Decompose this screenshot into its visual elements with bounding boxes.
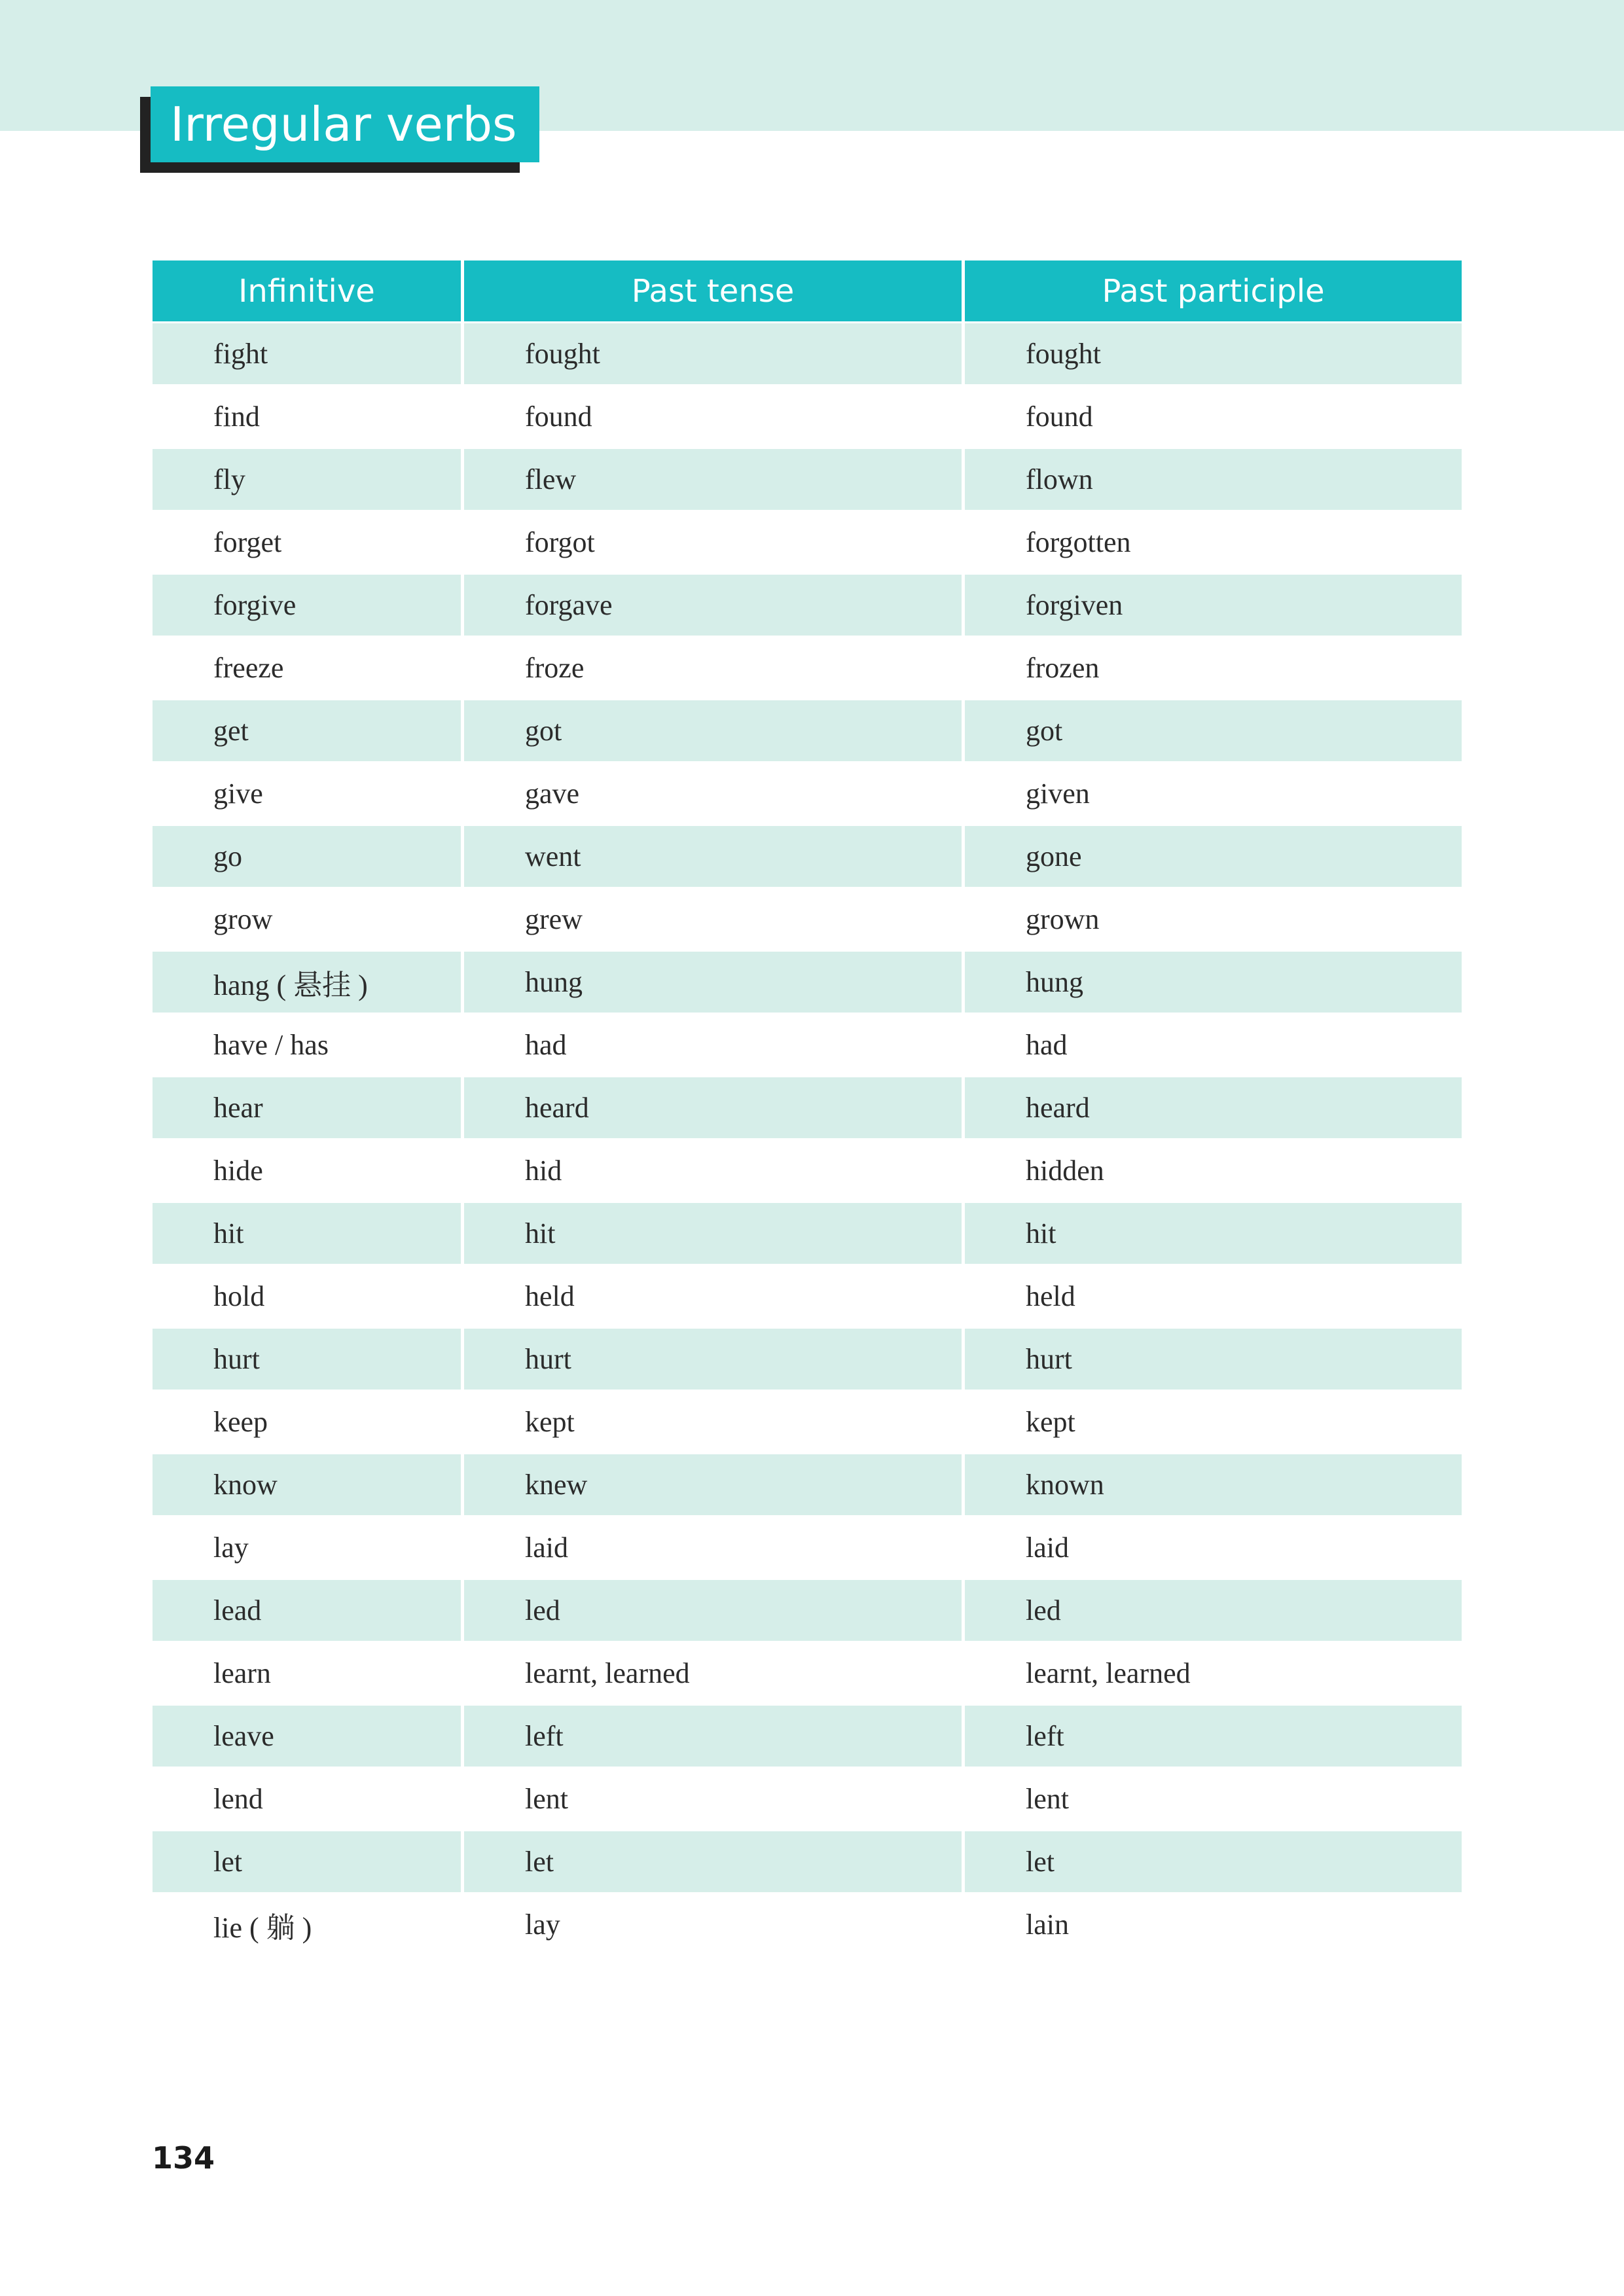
cell-infinitive: hold	[153, 1266, 461, 1329]
cell-infinitive: hear	[153, 1077, 461, 1140]
cell-infinitive: fight	[153, 323, 461, 386]
cell-past-participle: lain	[962, 1894, 1462, 1957]
cell-infinitive: have / has	[153, 1014, 461, 1077]
cell-infinitive: forget	[153, 512, 461, 575]
cell-infinitive: leave	[153, 1706, 461, 1768]
table-row	[153, 1454, 1462, 1517]
cell-infinitive: hurt	[153, 1329, 461, 1391]
table-row	[153, 449, 1462, 512]
header-past-tense: Past tense	[461, 260, 962, 323]
cell-past-participle: hidden	[962, 1140, 1462, 1203]
page-number: 134	[152, 2140, 215, 2176]
cell-infinitive: hang ( 悬挂 )	[153, 952, 461, 1014]
table-row	[153, 323, 1462, 386]
table-row	[153, 1894, 1462, 1957]
cell-infinitive: grow	[153, 889, 461, 952]
cell-past-participle: given	[962, 763, 1462, 826]
cell-past-tense: heard	[461, 1077, 962, 1140]
cell-past-tense: hit	[461, 1203, 962, 1266]
cell-past-tense: hid	[461, 1140, 962, 1203]
table-row	[153, 386, 1462, 449]
cell-past-participle: heard	[962, 1077, 1462, 1140]
table-row	[153, 1391, 1462, 1454]
cell-past-tense: got	[461, 700, 962, 763]
cell-past-tense: went	[461, 826, 962, 889]
table-row	[153, 1140, 1462, 1203]
table-row	[153, 889, 1462, 952]
cell-past-tense: kept	[461, 1391, 962, 1454]
cell-past-participle: grown	[962, 889, 1462, 952]
cell-infinitive: lie ( 躺 )	[153, 1894, 461, 1957]
cell-infinitive: keep	[153, 1391, 461, 1454]
cell-past-tense: forgave	[461, 575, 962, 637]
cell-past-tense: hung	[461, 952, 962, 1014]
cell-infinitive: hit	[153, 1203, 461, 1266]
cell-past-participle: fought	[962, 323, 1462, 386]
cell-infinitive: get	[153, 700, 461, 763]
cell-infinitive: fly	[153, 449, 461, 512]
cell-past-participle: lent	[962, 1768, 1462, 1831]
cell-past-tense: fought	[461, 323, 962, 386]
cell-past-participle: kept	[962, 1391, 1462, 1454]
cell-past-participle: hung	[962, 952, 1462, 1014]
table-row	[153, 700, 1462, 763]
cell-past-tense: lent	[461, 1768, 962, 1831]
cell-past-participle: known	[962, 1454, 1462, 1517]
table-row	[153, 637, 1462, 700]
cell-past-tense: grew	[461, 889, 962, 952]
cell-past-tense: left	[461, 1706, 962, 1768]
table-row	[153, 1077, 1462, 1140]
table-row	[153, 1580, 1462, 1643]
cell-past-tense: learnt, learned	[461, 1643, 962, 1706]
cell-past-tense: found	[461, 386, 962, 449]
table-row	[153, 1517, 1462, 1580]
cell-past-participle: hit	[962, 1203, 1462, 1266]
cell-past-participle: left	[962, 1706, 1462, 1768]
cell-past-participle: got	[962, 700, 1462, 763]
cell-past-tense: laid	[461, 1517, 962, 1580]
cell-past-participle: laid	[962, 1517, 1462, 1580]
table-row	[153, 1831, 1462, 1894]
cell-past-tense: led	[461, 1580, 962, 1643]
cell-past-tense: held	[461, 1266, 962, 1329]
table-header-row	[153, 260, 1462, 323]
table-row	[153, 826, 1462, 889]
cell-past-participle: frozen	[962, 637, 1462, 700]
cell-past-tense: gave	[461, 763, 962, 826]
cell-past-tense: knew	[461, 1454, 962, 1517]
table-row	[153, 1014, 1462, 1077]
cell-infinitive: give	[153, 763, 461, 826]
cell-past-participle: found	[962, 386, 1462, 449]
cell-infinitive: let	[153, 1831, 461, 1894]
cell-past-participle: hurt	[962, 1329, 1462, 1391]
cell-infinitive: find	[153, 386, 461, 449]
cell-past-tense: forgot	[461, 512, 962, 575]
irregular-verbs-table	[153, 260, 1462, 1957]
cell-past-participle: learnt, learned	[962, 1643, 1462, 1706]
cell-past-tense: lay	[461, 1894, 962, 1957]
cell-infinitive: go	[153, 826, 461, 889]
cell-infinitive: know	[153, 1454, 461, 1517]
table-row	[153, 1706, 1462, 1768]
table-row	[153, 1643, 1462, 1706]
cell-past-tense: flew	[461, 449, 962, 512]
table-row	[153, 575, 1462, 637]
table-row	[153, 512, 1462, 575]
cell-past-participle: flown	[962, 449, 1462, 512]
cell-infinitive: lead	[153, 1580, 461, 1643]
cell-past-participle: had	[962, 1014, 1462, 1077]
cell-past-tense: hurt	[461, 1329, 962, 1391]
title-banner	[140, 86, 520, 173]
cell-past-tense: let	[461, 1831, 962, 1894]
header-infinitive: Infinitive	[153, 260, 461, 323]
cell-past-participle: forgiven	[962, 575, 1462, 637]
cell-past-tense: had	[461, 1014, 962, 1077]
cell-past-participle: gone	[962, 826, 1462, 889]
table-row	[153, 952, 1462, 1014]
table-row	[153, 1203, 1462, 1266]
page-title: Irregular verbs	[151, 86, 539, 162]
table-row	[153, 763, 1462, 826]
cell-past-participle: led	[962, 1580, 1462, 1643]
cell-past-participle: let	[962, 1831, 1462, 1894]
cell-past-participle: forgotten	[962, 512, 1462, 575]
cell-infinitive: learn	[153, 1643, 461, 1706]
table-row	[153, 1266, 1462, 1329]
table-row	[153, 1329, 1462, 1391]
cell-infinitive: lend	[153, 1768, 461, 1831]
cell-infinitive: hide	[153, 1140, 461, 1203]
header-past-participle: Past participle	[962, 260, 1462, 323]
cell-infinitive: lay	[153, 1517, 461, 1580]
cell-infinitive: freeze	[153, 637, 461, 700]
cell-infinitive: forgive	[153, 575, 461, 637]
cell-past-participle: held	[962, 1266, 1462, 1329]
cell-past-tense: froze	[461, 637, 962, 700]
table-row	[153, 1768, 1462, 1831]
